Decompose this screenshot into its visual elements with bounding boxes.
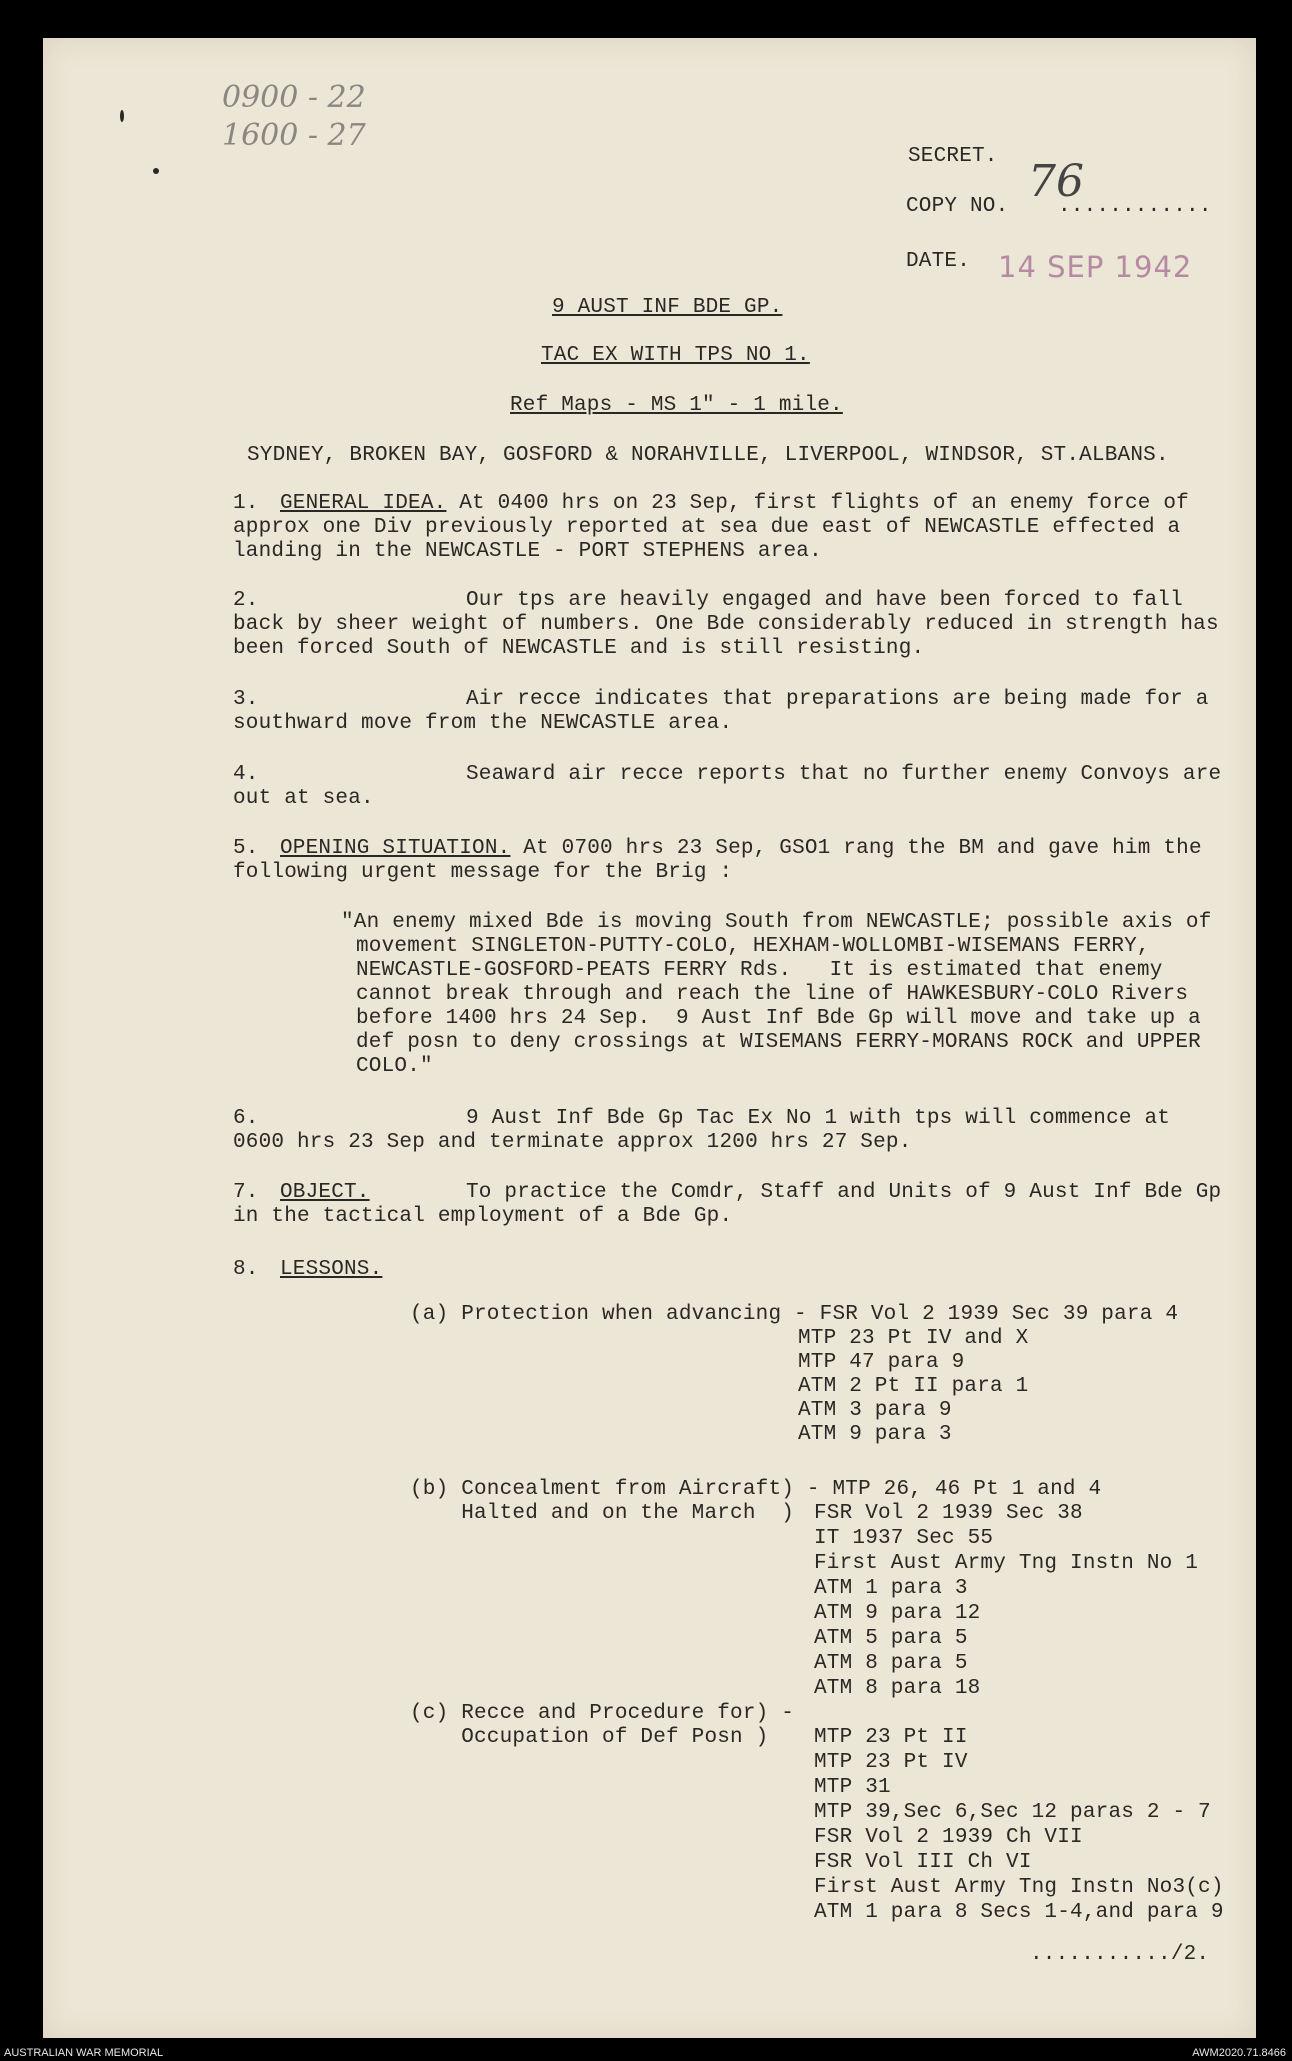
para-7-heading: OBJECT. (280, 1181, 370, 1204)
footer-institution: AUSTRALIAN WAR MEMORIAL (4, 2047, 164, 2059)
para-3-number: 3. (233, 688, 259, 711)
para-3-line-1: Air recce indicates that preparations are being made for a (466, 688, 1209, 711)
unit-title: 9 AUST INF BDE GP. (552, 296, 783, 319)
para-4-line-2: out at sea. (233, 787, 374, 810)
para-6-line-2: 0600 hrs 23 Sep and terminate approx 1200 hrs 27 Sep. (233, 1131, 912, 1154)
punch-mark (120, 110, 124, 122)
para-2-number: 2. (233, 589, 259, 612)
lesson-a-ref: ATM 9 para 3 (798, 1423, 952, 1446)
copy-no-dots: ............ (1058, 195, 1212, 218)
lesson-a-line: (a) Protection when advancing - FSR Vol 2 1939 Sec 39 para 4 (410, 1303, 1179, 1326)
para-7-line-2: in the tactical employment of a Bde Gp. (233, 1205, 733, 1228)
copy-number: 76 (1028, 156, 1084, 207)
lesson-b-ref: ATM 8 para 18 (814, 1677, 981, 1700)
lesson-c-ref: MTP 23 Pt IV (814, 1751, 968, 1774)
para-5-heading-text: OPENING SITUATION. (280, 837, 511, 860)
para-7-number: 7. (233, 1181, 259, 1204)
para-1-line-1: At 0400 hrs on 23 Sep, first flights of an enemy force of (446, 492, 1189, 515)
handwritten-time-2: 1600 - 27 (222, 118, 366, 153)
punch-mark (153, 168, 159, 174)
para-6-line-1: 9 Aust Inf Bde Gp Tac Ex No 1 with tps will commence at (466, 1107, 1171, 1130)
date-label: DATE. (906, 250, 971, 273)
para-2-line-1: Our tps are heavily engaged and have been forced to fall (466, 589, 1183, 612)
lesson-b-ref: First Aust Army Tng Instn No 1 (814, 1552, 1199, 1575)
para-7-line-1: To practice the Comdr, Staff and Units of 9 Aust Inf Bde Gp (466, 1181, 1222, 1204)
para-1-line-2: approx one Div previously reported at sea due east of NEWCASTLE effected a (233, 516, 1181, 539)
para-1-heading (280, 492, 1189, 515)
para-5-number: 5. (233, 837, 259, 860)
para-2-line-2: back by sheer weight of numbers. One Bde considerably reduced in strength has (233, 613, 1219, 636)
secret-label: SECRET. (908, 145, 998, 168)
lesson-a-ref: ATM 2 Pt II para 1 (798, 1375, 1029, 1398)
lesson-c-ref: FSR Vol 2 1939 Ch VII (814, 1826, 1083, 1849)
para-5-line-2: following urgent message for the Brig : (233, 861, 733, 884)
para-2-line-3: been forced South of NEWCASTLE and is still resisting. (233, 637, 925, 660)
lesson-c-ref: First Aust Army Tng Instn No3(c) (814, 1876, 1224, 1899)
para-5-line-1: At 0700 hrs 23 Sep, GSO1 rang the BM and gave him the (510, 837, 1202, 860)
quote-line-4: cannot break through and reach the line of HAWKESBURY-COLO Rivers (356, 983, 1189, 1006)
lesson-b-ref: ATM 1 para 3 (814, 1577, 968, 1600)
lesson-c-ref: MTP 23 Pt II (814, 1726, 968, 1749)
quote-line-1: "An enemy mixed Bde is moving South from NEWCASTLE; possible axis of (341, 911, 1212, 934)
lesson-c-line-1: (c) Recce and Procedure for) - (410, 1702, 795, 1725)
lesson-c-ref: MTP 39,Sec 6,Sec 12 paras 2 - 7 (814, 1801, 1211, 1824)
lesson-a-ref: MTP 23 Pt IV and X (798, 1327, 1029, 1350)
lesson-a-ref: ATM 3 para 9 (798, 1399, 952, 1422)
lesson-c-line-2: Occupation of Def Posn ) (410, 1726, 769, 1749)
date-stamp: 14 SEP 1942 (998, 250, 1193, 284)
lesson-b-line-2: Halted and on the March ) (410, 1502, 795, 1525)
lesson-c-ref: ATM 1 para 8 Secs 1-4,and para 9 (814, 1901, 1224, 1924)
handwritten-time-1: 0900 - 22 (222, 80, 366, 115)
quote-line-5: before 1400 hrs 24 Sep. 9 Aust Inf Bde Gp will move and take up a (356, 1007, 1201, 1030)
quote-line-7: COLO." (356, 1055, 433, 1078)
para-4-line-1: Seaward air recce reports that no further enemy Convoys are (466, 763, 1222, 786)
lesson-b-ref: FSR Vol 2 1939 Sec 38 (814, 1502, 1083, 1525)
para-8-number: 8. (233, 1258, 259, 1281)
lesson-c-ref: MTP 31 (814, 1776, 891, 1799)
lesson-b-ref: ATM 9 para 12 (814, 1602, 981, 1625)
ref-maps: Ref Maps - MS 1" - 1 mile. (510, 394, 843, 417)
para-1-number: 1. (233, 492, 259, 515)
copy-no-label: COPY NO. (906, 195, 1009, 218)
exercise-title: TAC EX WITH TPS NO 1. (541, 344, 810, 367)
para-1-line-3: landing in the NEWCASTLE - PORT STEPHENS area. (233, 540, 822, 563)
lesson-b-ref: ATM 8 para 5 (814, 1652, 968, 1675)
lesson-c-ref: FSR Vol III Ch VI (814, 1851, 1032, 1874)
quote-line-2: movement SINGLETON-PUTTY-COLO, HEXHAM-WOLLOMBI-WISEMANS FERRY, (356, 935, 1150, 958)
para-3-line-2: southward move from the NEWCASTLE area. (233, 712, 733, 735)
lesson-b-line-1: (b) Concealment from Aircraft) - MTP 26, 46 Pt 1 and 4 (410, 1478, 1102, 1501)
footer-accession: AWM2020.71.8466 (1192, 2047, 1286, 2059)
page-continuation: .........../2. (1030, 1943, 1210, 1966)
para-6-number: 6. (233, 1107, 259, 1130)
para-4-number: 4. (233, 763, 259, 786)
para-8-heading: LESSONS. (280, 1258, 383, 1281)
quote-line-6: def posn to deny crossings at WISEMANS FERRY-MORANS ROCK and UPPER (356, 1031, 1201, 1054)
para-1-heading-text: GENERAL IDEA. (280, 492, 447, 515)
quote-line-3: NEWCASTLE-GOSFORD-PEATS FERRY Rds. It is estimated that enemy (356, 959, 1163, 982)
para-5-heading (280, 837, 1202, 860)
lesson-b-ref: ATM 5 para 5 (814, 1627, 968, 1650)
lesson-a-ref: MTP 47 para 9 (798, 1351, 965, 1374)
areas-line: SYDNEY, BROKEN BAY, GOSFORD & NORAHVILLE, LIVERPOOL, WINDSOR, ST.ALBANS. (247, 444, 1169, 467)
lesson-b-ref: IT 1937 Sec 55 (814, 1527, 994, 1550)
